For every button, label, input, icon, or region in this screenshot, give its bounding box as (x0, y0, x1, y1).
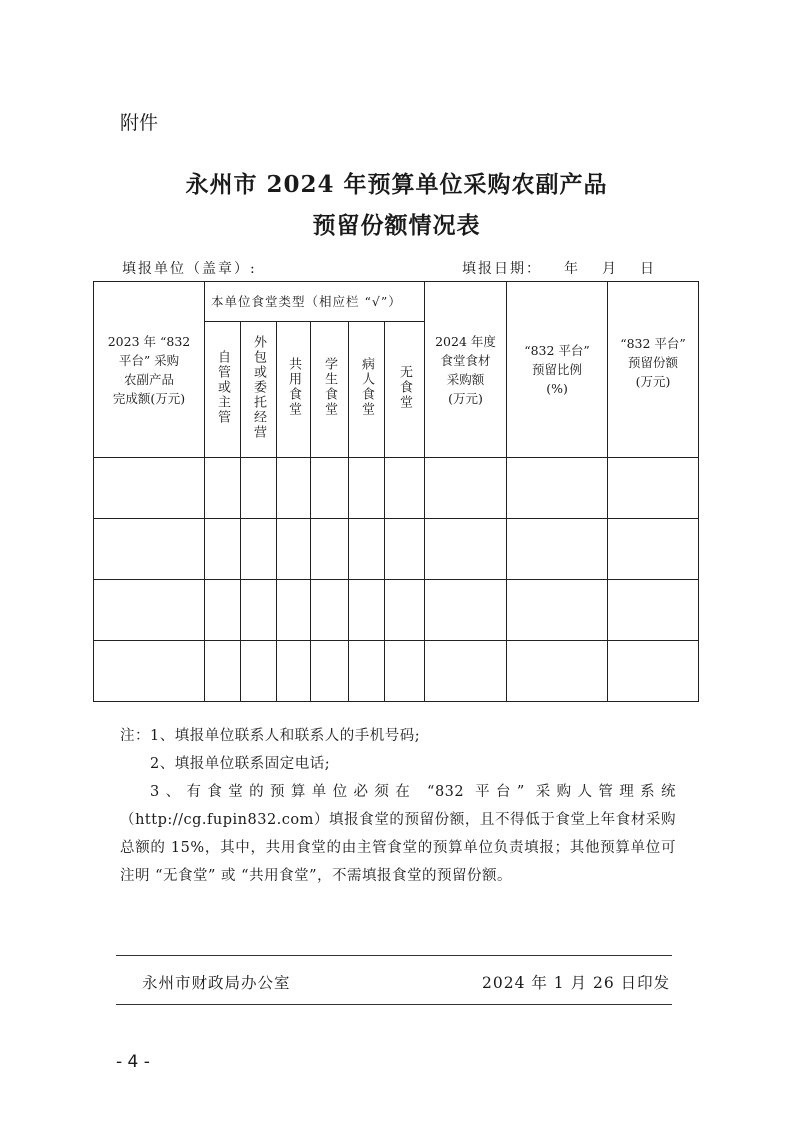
table-cell[interactable] (241, 641, 277, 702)
header-amount-line: “832 平台” (620, 336, 686, 351)
table-cell[interactable] (277, 641, 311, 702)
header-2023-line: 完成额(万元) (112, 390, 186, 406)
table-cell[interactable] (385, 580, 425, 641)
table-cell[interactable] (608, 458, 699, 519)
table-cell[interactable] (608, 519, 699, 580)
table-cell[interactable] (349, 641, 385, 702)
reservation-form-table (93, 281, 699, 702)
table-cell[interactable] (241, 458, 277, 519)
page-number: - 4 - (116, 1052, 150, 1072)
year-label: 年 (564, 261, 580, 277)
canteen-type-label: 外包或委托经营 (251, 334, 266, 440)
table-cell[interactable] (385, 519, 425, 580)
table-cell[interactable] (94, 580, 205, 641)
issuer-name: 永州市财政局办公室 (142, 974, 291, 992)
reporting-date-label (462, 258, 656, 278)
header-reserve-amount (608, 282, 699, 458)
table-cell[interactable] (94, 458, 205, 519)
table-body (94, 458, 699, 702)
table-cell[interactable] (507, 641, 608, 702)
reporting-unit-label: 填报单位（盖章）: (122, 261, 257, 277)
month-label: 月 (602, 261, 618, 277)
note-item-1 (120, 722, 676, 750)
issue-date: 2024 年 1 月 26 日印发 (482, 974, 671, 992)
table-row (94, 458, 699, 519)
note-text: 1、填报单位联系人和联系人的手机号码; (150, 728, 421, 744)
footer-top-rule (116, 955, 672, 956)
table-cell[interactable] (425, 580, 507, 641)
header-canteen-outsourced (241, 322, 277, 458)
table-row (94, 519, 699, 580)
table-cell[interactable] (507, 458, 608, 519)
table-cell[interactable] (205, 458, 241, 519)
header-amount-line: (万元) (635, 374, 671, 389)
table-cell[interactable] (205, 519, 241, 580)
header-2023-completion (94, 282, 205, 458)
canteen-type-label: 自管或主管 (215, 349, 230, 425)
table-cell[interactable] (608, 580, 699, 641)
table-cell[interactable] (205, 641, 241, 702)
note-item-2: 2、填报单位联系固定电话; (150, 756, 331, 772)
table-cell[interactable] (311, 580, 349, 641)
header-amount-line: 预留份额 (628, 355, 679, 370)
header-ratio-line: (%) (546, 381, 568, 396)
canteen-type-label: 无食堂 (397, 364, 412, 410)
table-cell[interactable] (277, 519, 311, 580)
header-2023-line: 平台” 采购 (118, 352, 180, 368)
table-cell[interactable] (94, 641, 205, 702)
footer-bottom-rule (116, 1004, 672, 1005)
table-cell[interactable] (311, 641, 349, 702)
canteen-type-label: 学生食堂 (322, 357, 337, 417)
table-cell[interactable] (507, 519, 608, 580)
table-cell[interactable] (205, 580, 241, 641)
table-cell[interactable] (608, 641, 699, 702)
attachment-label: 附件 (120, 112, 159, 134)
header-2024-purchase (425, 282, 507, 458)
table-cell[interactable] (349, 519, 385, 580)
canteen-type-label: 病人食堂 (359, 357, 374, 417)
header-2023-line: 农副产品 (123, 371, 174, 387)
table-cell[interactable] (425, 458, 507, 519)
table-cell[interactable] (349, 580, 385, 641)
table-header-row-1 (94, 282, 699, 322)
header-canteen-patient (349, 322, 385, 458)
table-cell[interactable] (311, 519, 349, 580)
document-title-line1: 永州市 2024 年预算单位采购农副产品 (185, 171, 608, 198)
header-2024-line: (万元) (448, 390, 483, 406)
table-row (94, 580, 699, 641)
notes-prefix: 注： (120, 728, 150, 744)
header-ratio-line: 预留比例 (532, 362, 583, 377)
header-canteen-none (385, 322, 425, 458)
header-2024-line: 采购额 (446, 371, 485, 387)
table-cell[interactable] (94, 519, 205, 580)
table-cell[interactable] (241, 580, 277, 641)
table-cell[interactable] (385, 458, 425, 519)
table-row (94, 641, 699, 702)
day-label: 日 (640, 261, 656, 277)
header-reserve-ratio (507, 282, 608, 458)
table-cell[interactable] (507, 580, 608, 641)
header-canteen-type-group: 本单位食堂类型（相应栏 “√”） (205, 282, 425, 322)
document-title-line2: 预留份额情况表 (312, 212, 481, 239)
note-item-3: 3、有食堂的预算单位必须在 “832 平台” 采购人管理系统（http://cg.fupin832.com）填报食堂的预留份额，且不得低于食堂上年食材采购总额的 15%，其中，共用食堂的由主管食堂的预算单位负责填报；其他预算单位可注明 “无食堂” 或 “共用食堂”，不需填报食堂的预留份额。 (120, 784, 676, 884)
table-cell[interactable] (311, 458, 349, 519)
header-2023-line: 2023 年 “832 (107, 333, 191, 349)
header-2024-line: 食堂食材 (440, 352, 491, 368)
notes-section (120, 722, 676, 890)
table-cell[interactable] (425, 641, 507, 702)
header-canteen-student (311, 322, 349, 458)
table-cell[interactable] (277, 580, 311, 641)
header-ratio-line: “832 平台” (524, 343, 590, 358)
date-label-text: 填报日期： (462, 261, 542, 277)
table-cell[interactable] (349, 458, 385, 519)
table-cell[interactable] (385, 641, 425, 702)
table-cell[interactable] (241, 519, 277, 580)
table-cell[interactable] (277, 458, 311, 519)
header-canteen-self-managed (205, 322, 241, 458)
header-canteen-shared (277, 322, 311, 458)
canteen-type-label: 共用食堂 (286, 357, 301, 417)
header-2024-line: 2024 年度 (435, 333, 496, 349)
table-cell[interactable] (425, 519, 507, 580)
